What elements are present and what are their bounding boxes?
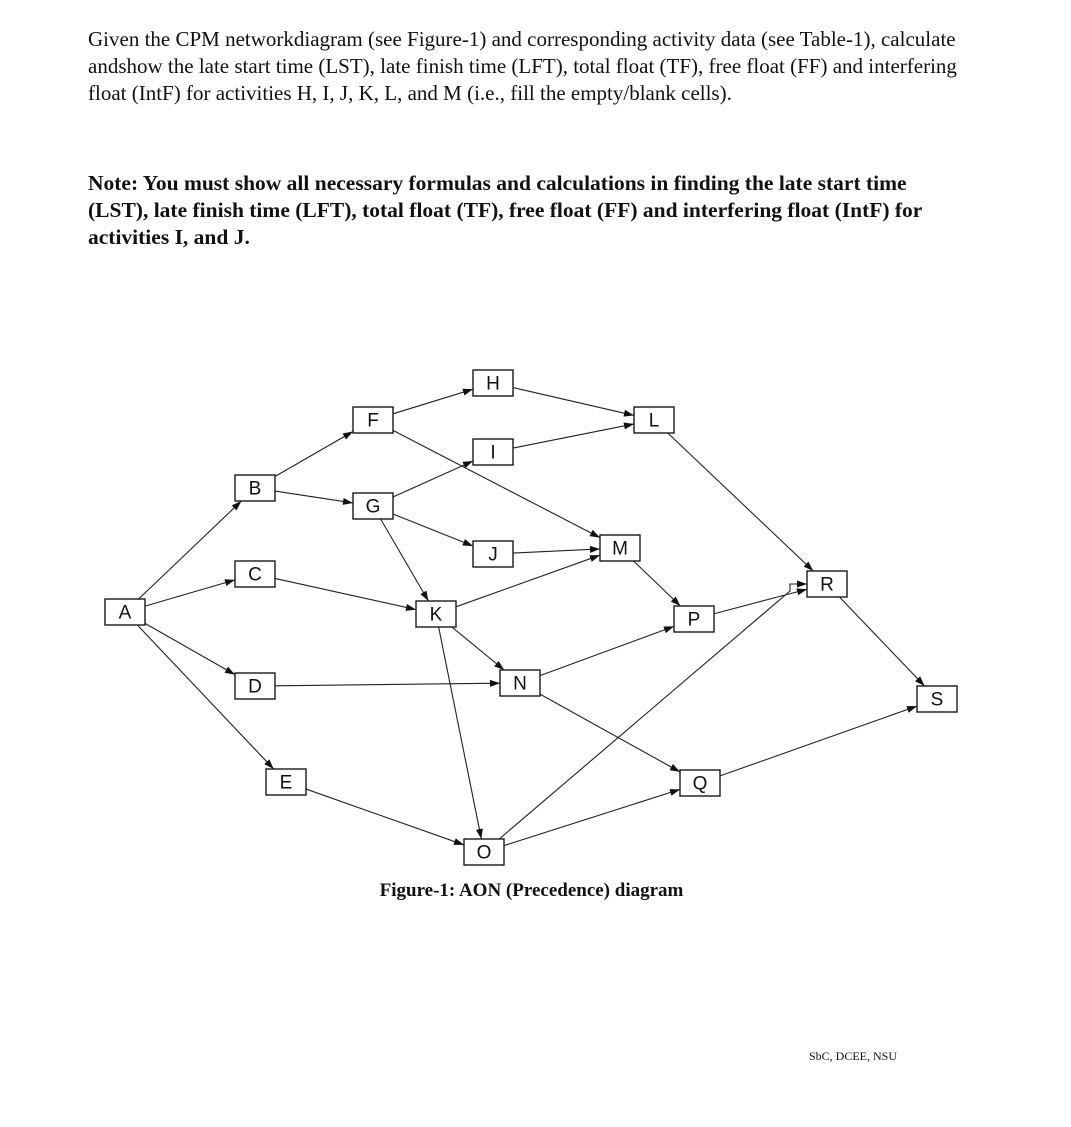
node-l: [634, 407, 674, 433]
node-label: H: [486, 373, 500, 395]
node-p: [674, 606, 714, 632]
edge-i-l: [513, 422, 634, 448]
edge-k-o: [439, 627, 483, 839]
node-a: [105, 599, 145, 625]
node-label: L: [648, 410, 660, 432]
note-text: Note: You must show all necessary formulas and calculations in finding the late start time (LST), late finish time (LFT), total float (TF), free float (FF) and interfering float (IntF) for activities I, and J.: [88, 171, 922, 249]
diagram-edges: [137, 388, 924, 846]
node-label: E: [279, 772, 293, 794]
node-h: [473, 370, 513, 396]
node-label: C: [248, 564, 262, 586]
node-q: [680, 770, 720, 796]
node-m: [600, 535, 640, 561]
node-label: R: [820, 574, 834, 596]
node-label: J: [488, 544, 498, 566]
question-text: Given the CPM networkdiagram (see Figure-1) and corresponding activity data (see Table-1), calculate andshow the late start time (LST), late finish time (LFT), total float (TF), free float (FF) and interfering float (IntF) for activities H, I, J, K, L, and M (i.e., fill the empty/blank cells).: [88, 27, 957, 105]
edge-g-i: [393, 461, 473, 497]
node-j: [473, 541, 513, 567]
node-i: [473, 439, 513, 465]
edge-g-j: [393, 514, 473, 546]
node-label: F: [367, 410, 379, 432]
edge-o-r: [499, 581, 807, 840]
node-label: I: [490, 442, 496, 464]
edge-g-k: [381, 519, 429, 601]
node-label: S: [930, 689, 944, 711]
edge-h-l: [513, 388, 634, 417]
edge-d-n: [275, 680, 500, 687]
node-k: [416, 601, 456, 627]
footer-credit: SbC, DCEE, NSU: [809, 1049, 898, 1063]
node-o: [464, 839, 504, 865]
node-s: [917, 686, 957, 712]
edge-b-f: [275, 432, 353, 477]
node-label: Q: [692, 773, 708, 795]
node-n: [500, 670, 540, 696]
edge-n-q: [540, 694, 680, 772]
edge-f-h: [393, 389, 473, 414]
edge-a-c: [145, 579, 235, 606]
node-d: [235, 673, 275, 699]
node-label: D: [248, 676, 262, 698]
edge-j-m: [513, 546, 600, 553]
node-f: [353, 407, 393, 433]
edge-o-q: [504, 789, 680, 846]
edge-b-g: [275, 491, 353, 505]
edge-q-s: [720, 706, 917, 776]
edge-n-p: [540, 626, 674, 675]
edge-l-r: [668, 433, 814, 571]
node-label: A: [118, 602, 132, 624]
edge-e-o: [306, 789, 464, 845]
node-label: G: [365, 496, 381, 518]
edge-p-r: [714, 588, 807, 613]
node-g: [353, 493, 393, 519]
node-label: O: [476, 842, 492, 864]
edge-a-d: [145, 623, 235, 674]
edge-c-k: [275, 578, 416, 610]
edge-r-s: [839, 597, 924, 686]
node-label: M: [612, 538, 628, 560]
node-label: K: [429, 604, 443, 626]
node-label: B: [248, 478, 262, 500]
node-label: P: [687, 609, 701, 631]
node-r: [807, 571, 847, 597]
edge-m-p: [634, 561, 681, 606]
edge-k-n: [452, 627, 504, 670]
node-label: N: [513, 673, 527, 695]
figure-caption: Figure-1: AON (Precedence) diagram: [379, 880, 684, 901]
node-c: [235, 561, 275, 587]
node-e: [266, 769, 306, 795]
node-b: [235, 475, 275, 501]
